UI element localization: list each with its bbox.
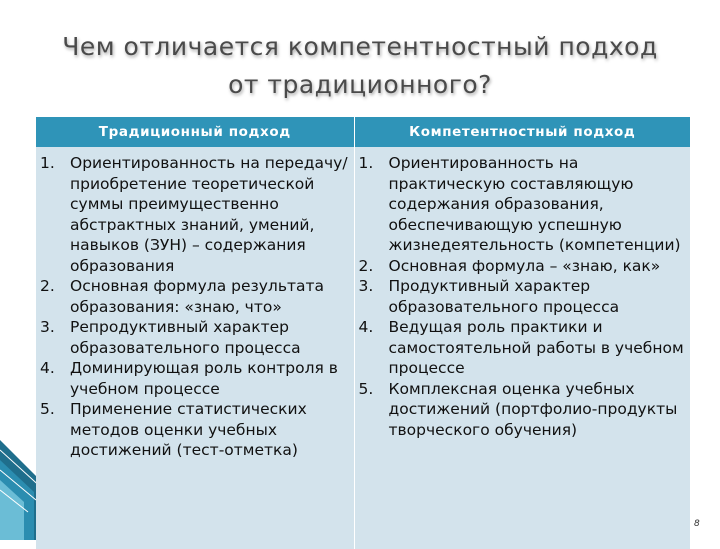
- slide-title: [0, 28, 720, 104]
- list-item: Применение статистических методов оценки учебных достижений (тест-отметка): [70, 400, 307, 459]
- list-item: Продуктивный характер образовательного процесса: [388, 277, 620, 316]
- header-traditional: Традиционный подход: [36, 117, 354, 147]
- table-body-row: [36, 147, 690, 549]
- list-item: Ориентированность на передачу/приобретение теоретической суммы преимущественно абстрактных знаний, умений, навыков (ЗУН) – содержания образования: [70, 154, 348, 275]
- page-number: 8: [694, 519, 700, 529]
- header-competence: Компетентностный подход: [354, 117, 690, 147]
- comparison-table: [36, 117, 690, 549]
- traditional-list: [40, 153, 350, 461]
- list-item: Основная формула результата образования: «знаю, что»: [70, 277, 325, 316]
- title-line-1: Чем отличается компетентностный подход: [62, 32, 658, 61]
- list-item: Ориентированность на практическую составляющую содержания образования, обеспечивающую успешную жизнедеятельность (компетенции): [388, 154, 681, 254]
- list-item: Основная формула – «знаю, как»: [388, 256, 661, 275]
- list-item: Комплексная оценка учебных достижений (портфолио-продукты творческого обучения): [388, 379, 678, 439]
- competence-list: [359, 153, 687, 440]
- list-item: Репродуктивный характер образовательного процесса: [70, 318, 301, 357]
- title-line-2: от традиционного?: [228, 70, 492, 99]
- traditional-cell: [36, 147, 354, 549]
- list-item: Ведущая роль практики и самостоятельной работы в учебном процессе: [388, 318, 684, 377]
- list-item: Доминирующая роль контроля в учебном процессе: [70, 359, 338, 398]
- table-header-row: [36, 117, 690, 147]
- competence-cell: [354, 147, 690, 549]
